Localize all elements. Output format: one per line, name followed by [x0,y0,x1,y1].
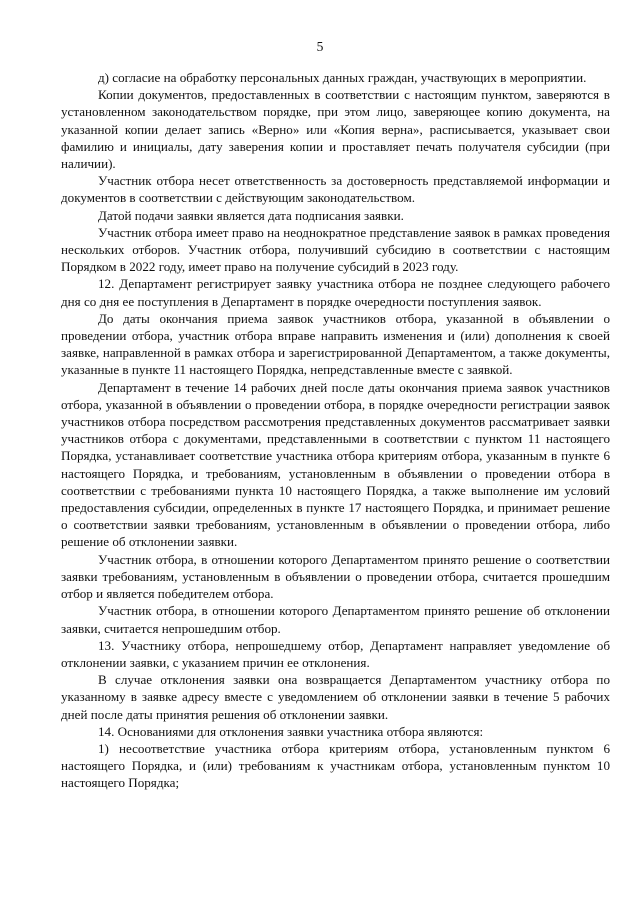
paragraph-review-process: Департамент в течение 14 рабочих дней после даты окончания приема заявок участников отбора, указанной в объявлении о проведении отбора, в порядке очередности регистрации заявок участников отбора посредством рассмотрения представленных документов рассматривает заявки участников отбора с документами, представленными в соответствии с пунктом 11 настоящего Порядка, устанавливает соответствие участника отбора критериям отбора, указанным в пункте 6 настоящего Порядка, и требованиям, установленным в объявлении о проведении отбора в соответствии с требованиями пункта 10 настоящего Порядка, а также выполнение им условий предоставления субсидии, определенных в пункте 17 настоящего Порядка, и принимает решение о соответствии заявки требованиям, установленным в объявлении о проведении отбора, либо решение об отклонении заявки. [61,379,610,550]
page-number: 5 [316,39,324,54]
paragraph-not-passed: Участник отбора, в отношении которого Департаментом принято решение об отклонении заявки, считается непрошедшим отбор. [61,603,610,636]
paragraph-submission-date: Датой подачи заявки является дата подписания заявки. [98,207,404,223]
paragraph-changes-to-application: До даты окончания приема заявок участников отбора, указанной в объявлении о проведении отбора, участник отбора вправе направить изменения и (или) дополнения к своей заявке, направленной в рамках отбора и зарегистрированной Департаментом, а также документы, указанные в пункте 11 настоящего Порядка, непредставленные вместе с заявкой. [61,310,610,378]
paragraph-return-application: В случае отклонения заявки она возвращается Департаментом участнику отбора по указанному в заявке адресу вместе с уведомлением об отклонении заявки в течение 5 рабочих дней после даты принятия решения об отклонении заявки. [61,672,610,722]
paragraph-consent: д) согласие на обработку персональных данных граждан, участвующих в мероприятии. [98,70,587,85]
paragraph-repeated-submission: Участник отбора имеет право на неоднократное представление заявок в рамках проведения нескольких отборов. Участник отбора, получивший субсидию в соответствии с настоящим Порядком в 2022 году, имеет право на получение субсидий в 2023 году. [61,224,610,275]
paragraph-winner: Участник отбора, в отношении которого Департаментом принято решение о соответствии заявки требованиям, установленным в объявлении о проведении отбора, считается прошедшим отбор и является победителем отбора. [61,551,610,602]
paragraph-copies-certification: Копии документов, предоставленных в соответствии с настоящим пунктом, заверяются в установленном законодательством порядке, при этом лицо, заверяющее копию документа, на указанной копии делает запись «Верно» или «Копия верна», расписывается, указывает свои фамилию и инициалы, дату заверения копии и проставляет печать получателя субсидии (при наличии). [61,87,610,172]
paragraph-12-registration: 12. Департамент регистрирует заявку участника отбора не позднее следующего рабочего дня со дня ее поступления в Департамент в порядке очередности поступления заявок. [61,276,610,309]
paragraph-13-notification: 13. Участнику отбора, непрошедшему отбор, Департамент направляет уведомление об отклонении заявки, с указанием причин ее отклонения. [61,637,610,670]
document-body [61,69,610,792]
paragraph-14-grounds: 14. Основаниями для отклонения заявки участника отбора являются: [98,723,484,739]
paragraph-responsibility: Участник отбора несет ответственность за достоверность представляемой информации и документов в соответствии с действующим законодательством. [61,173,610,206]
paragraph-14-item-1: 1) несоответствие участника отбора критериям отбора, установленным пунктом 6 настоящего Порядка, и (или) требованиям к участникам отбора, установленным пунктом 10 настоящего Порядка; [61,740,610,791]
